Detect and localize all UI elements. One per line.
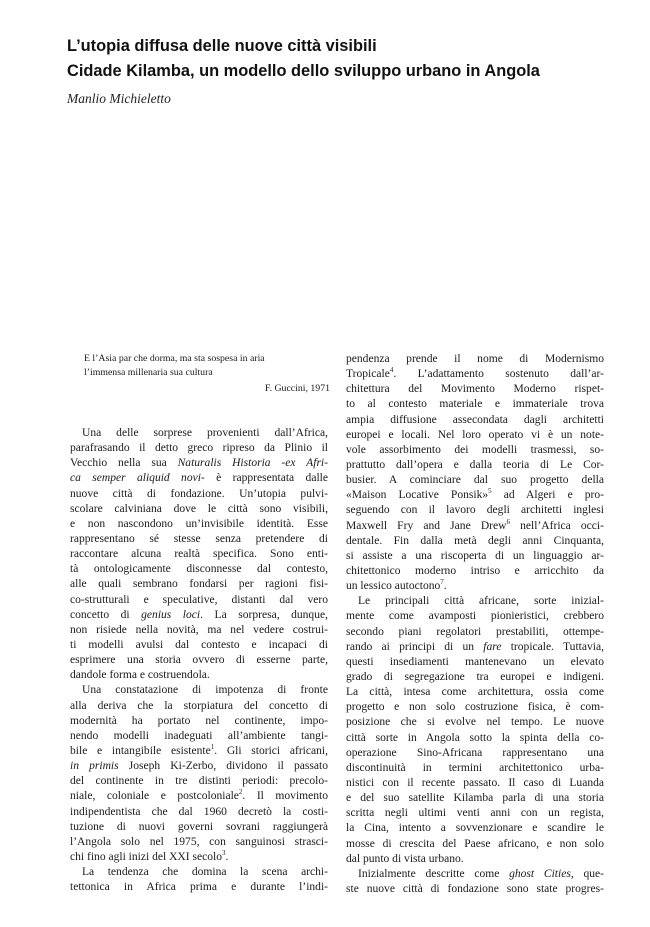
text-line: to al contesto materiale e immateriale trova — [346, 398, 604, 411]
text-line: questi insediamenti mantenevano un elevato — [346, 655, 604, 668]
text-line: mosse di crescita del Paese africano, e non solo — [346, 837, 604, 850]
text-line: bile e intangibile esistente$^1$. Gli storici africani, — [70, 743, 328, 757]
text-line: co-strutturali e speculative, distanti dal vero — [70, 593, 328, 606]
epigraph — [84, 352, 330, 396]
text-line: tuzione di nuovi governi sovrani raggiungerà — [70, 820, 328, 833]
text-line: tà ontologicamente disconnesse dal contesto, — [70, 563, 328, 576]
text-line: un lessico autoctono$^7$. — [346, 579, 447, 593]
text-line: vole assorbimento dei modelli trasmessi, so- — [346, 443, 604, 456]
text-line: dentale. Fin dalla metà degli anni Cinquanta, — [346, 534, 604, 547]
title-line-1: L’utopia diffusa delle nuove città visibili — [67, 37, 377, 55]
text-line: ampia diffusione assecondata dagli architetti — [346, 413, 604, 426]
text-line: Le principali città africane, sorte inizial- — [358, 595, 604, 608]
text-line: mente come avamposti pionieristici, crebbero — [346, 610, 604, 623]
text-line: città sorte in Angola sotto la spinta della co- — [346, 731, 604, 744]
text-line: modernità ha portato nel continente, impo- — [70, 714, 328, 727]
text-line: dandole forma e costruendola. — [70, 669, 210, 682]
text-line: Inizialmente descritte come ghost Cities, que- — [358, 867, 604, 880]
article-title — [67, 34, 627, 84]
text-line: rappresentano sé stesse senza pretendere di — [70, 532, 328, 545]
text-line: niale, coloniale e postcoloniale$^2$. Il movimento — [70, 789, 328, 803]
text-line: parafrasando il detto greco ripreso da Plinio il — [70, 442, 328, 455]
body-column-right — [346, 352, 604, 897]
text-line: seguendo con il lavoro degli architetti inglesi — [346, 504, 604, 517]
text-line: esprimere una storia ovvero di esserne parte, — [70, 654, 328, 667]
title-line-2: Cidade Kilamba, un modello dello sviluppo urbano in Angola — [67, 62, 540, 80]
text-line: busier. A cominciare dal suo progetto della — [346, 474, 604, 487]
text-line: la Cina, intento a sovvenzionare e scandire le — [346, 822, 604, 835]
text-line: raccontare alcuna realtà specifica. Sono enti- — [70, 548, 328, 561]
text-line: nistici con il recente passato. Il caso di Luanda — [346, 776, 604, 789]
text-line: operazione Sino-Africana rappresentano una — [346, 746, 604, 759]
text-line: chitettura del Movimento Moderno rispet- — [346, 383, 604, 396]
text-line: l’Angola solo nel 1975, con sanguinosi strasci- — [70, 835, 328, 848]
text-line: europei e locali. Nel loro operato vi è un note- — [346, 428, 604, 441]
body-column-left — [70, 426, 328, 895]
text-line: Vecchio nella sua Naturalis Historia -ex Afri- — [70, 457, 328, 470]
text-line: nendo modelli inadeguati all’ambiente tangi- — [70, 729, 328, 742]
text-line: nuove città di fondazione. Un’utopia pulvi- — [70, 487, 328, 500]
text-line: posizione che si evolve nel tempo. Le nuove — [346, 716, 604, 729]
text-line: e del suo satellite Kilamba parla di una storia — [346, 792, 604, 805]
text-line: chi fino agli inizi del XXI secolo$^3$. — [70, 849, 229, 863]
text-line: Una delle sorprese provenienti dall’Africa, — [82, 427, 328, 439]
text-line: e non nascondono un’invisibile identità. Esse — [70, 517, 328, 530]
text-line: discontinuità in termini architettonico urba- — [346, 761, 604, 774]
text-line: secondo piani regolatori prestabiliti, ottempe- — [346, 625, 604, 638]
text-line: La tendenza che domina la scena archi- — [82, 866, 328, 879]
text-line: alla deriva che la storpiatura del concetto di — [70, 699, 328, 712]
text-line: in primis Joseph Ki-Zerbo, dividono il passato — [70, 760, 328, 773]
text-line: alle quali sembrano fondarsi per ragioni fisi- — [70, 578, 328, 591]
text-line: pendenza prende il nome di Modernismo — [346, 353, 604, 365]
text-line: La città, intesa come architettura, ossia come — [346, 686, 604, 699]
text-line: Tropicale$^4$. L’adattamento sostenuto dall’ar- — [346, 367, 604, 381]
text-line: Una constatazione di impotenza di fronte — [82, 684, 328, 697]
text-line: ti modelli avulsi dal contesto e incapaci di — [70, 638, 328, 651]
text-line: scritta negli ultimi venti anni con un regista, — [346, 807, 604, 820]
text-line: ste nuove città di fondazione sono state progres- — [346, 882, 604, 895]
text-line: concetto di genius loci. La sorpresa, dunque, — [70, 608, 328, 621]
text-line: progetto e non solo costruzione fisica, è com- — [346, 701, 604, 714]
text-line: indipendentista che dal 1960 decretò la costi- — [70, 805, 328, 818]
text-line: si assiste a una riscoperta di un linguaggio ar- — [346, 549, 604, 562]
text-line: rando ai principi di un fare tropicale. Tuttavia, — [346, 640, 604, 653]
text-line: non risiede nella novità, ma nel vedere costrui- — [70, 623, 328, 636]
text-line: «Maison Locative Ponsik»$^5$ ad Algeri e pro- — [346, 488, 604, 502]
epigraph-line-1: E l’Asia par che dorma, ma sta sospesa in aria — [84, 353, 265, 364]
epigraph-line-2: l’immensa millenaria sua cultura — [84, 366, 213, 378]
text-line: chitettonico moderno intriso e arricchito da — [346, 564, 604, 577]
text-line: dal punto di vista urbano. — [346, 852, 464, 865]
text-line: tettonica in Africa prima e durante l’indi- — [70, 881, 328, 894]
text-line: scolare calviniana dove le città sono visibili, — [70, 502, 328, 515]
epigraph-source: F. Guccini, 1971 — [264, 383, 330, 394]
text-line: del continente in tre distinti periodi: precolo- — [70, 775, 328, 788]
text-line: grado di segregazione tra europei e indigeni. — [346, 670, 604, 683]
text-line: prattutto dall’opera e dalla teoria di Le Cor- — [346, 458, 604, 471]
author-name: Manlio Michieletto — [67, 91, 171, 106]
text-line: Maxwell Fry and Jane Drew$^6$ nell’Africa occi- — [346, 518, 604, 532]
text-line: ca semper aliquid novi- è rappresentata dalle — [70, 472, 328, 485]
